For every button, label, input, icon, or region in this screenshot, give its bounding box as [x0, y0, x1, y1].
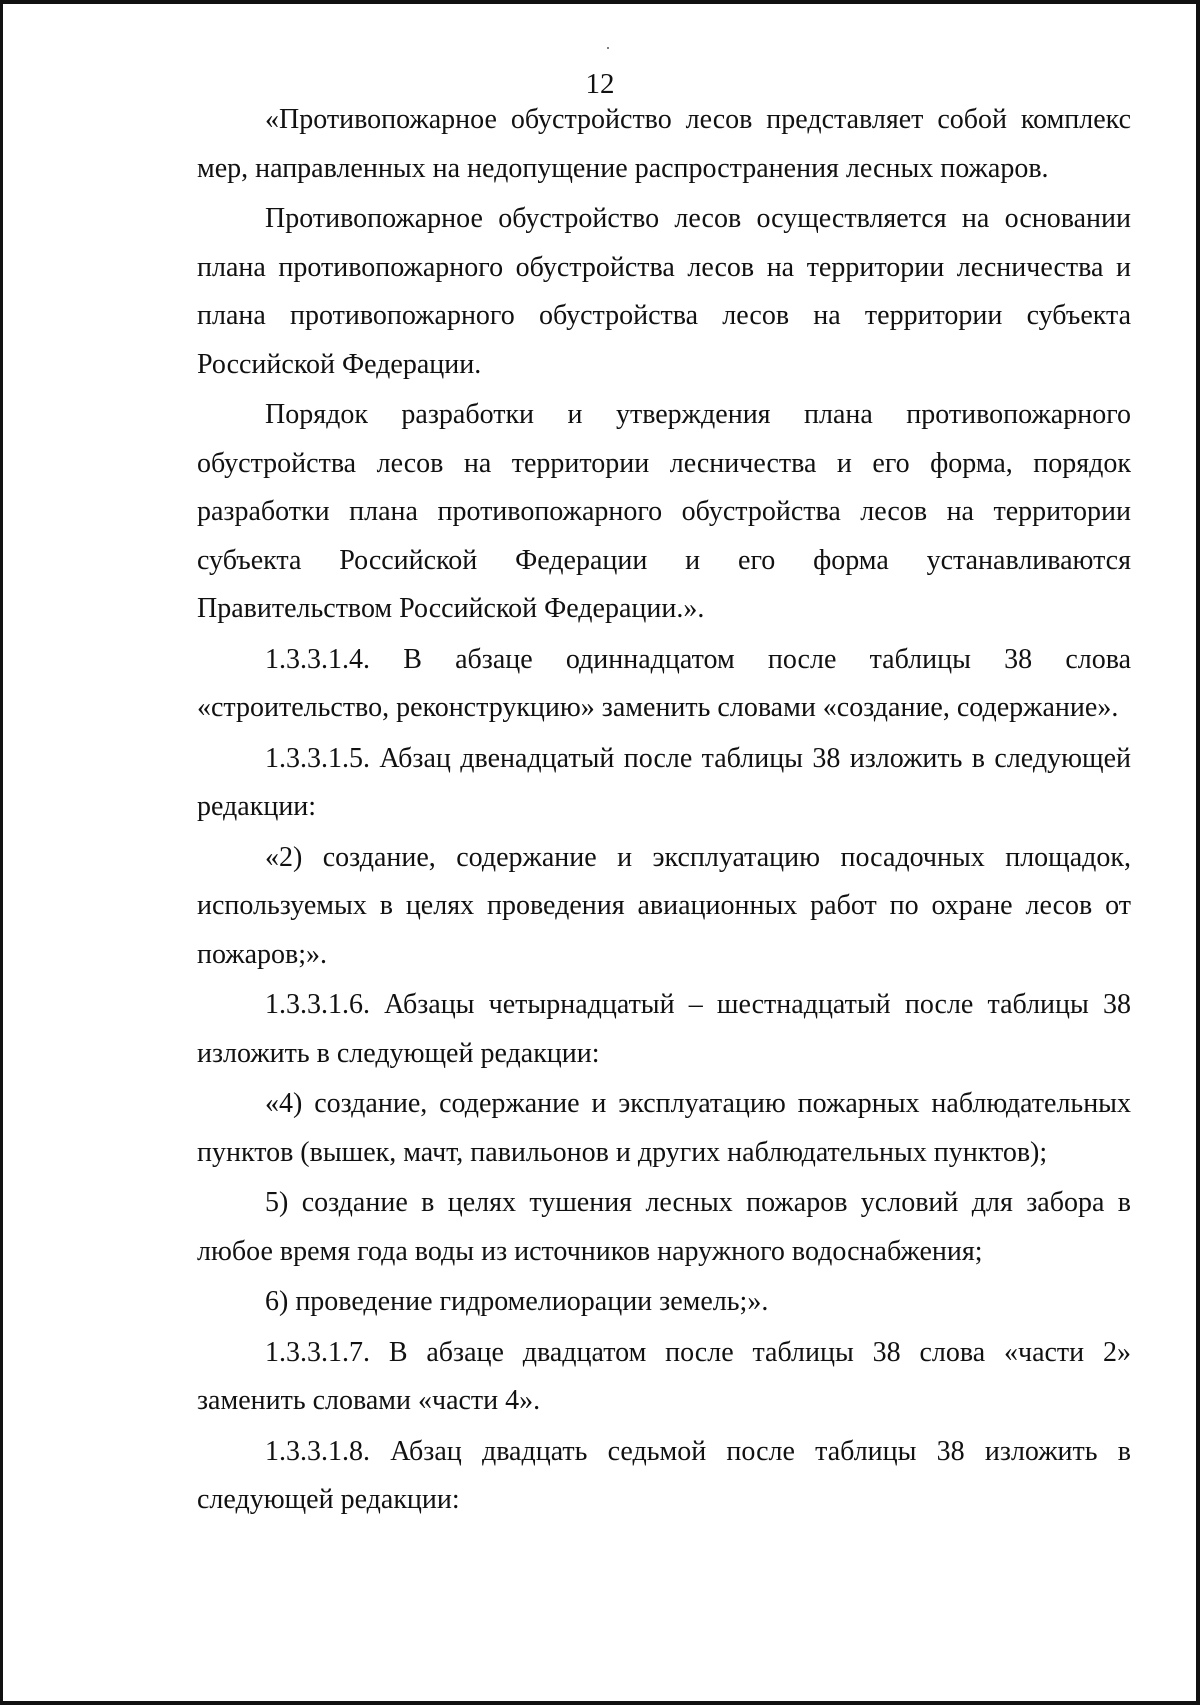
document-body	[197, 96, 1131, 1525]
paragraph-quoted-item-4: «4) создание, содержание и эксплуатацию пожарных наблюдательных пунктов (вышек, мачт, павильонов и других наблюдательных пунктов);	[197, 1088, 1131, 1168]
paragraph-quoted-item-5: 5) создание в целях тушения лесных пожаров условий для забора в любое время года воды из источников наружного водоснабжения;	[197, 1187, 1131, 1267]
paragraph-item-1-3-3-1-4: 1.3.3.1.4. В абзаце одиннадцатом после таблицы 38 слова «строительство, реконструкцию» заменить словами «создание, содержание».	[197, 643, 1131, 723]
paragraph-quoted-item-2: «2) создание, содержание и эксплуатацию посадочных площадок, используемых в целях проведения авиационных работ по охране лесов от пожаров;».	[197, 841, 1131, 970]
page-number: 12	[585, 68, 615, 100]
paragraph-item-1-3-3-1-5: 1.3.3.1.5. Абзац двенадцатый после таблицы 38 изложить в следующей редакции:	[197, 742, 1131, 822]
paragraph-fire-arrangement-definition: «Противопожарное обустройство лесов представляет собой комплекс мер, направленных на недопущение распространения лесных пожаров.	[197, 104, 1131, 184]
paragraph-plan-procedure: Порядок разработки и утверждения плана противопожарного обустройства лесов на территории лесничества и его форма, порядок разработки плана противопожарного обустройства лесов на территории субъекта Российской Федерации и его форма устанавливаются Правительством Российской Федерации.».	[197, 399, 1131, 624]
paragraph-item-1-3-3-1-8: 1.3.3.1.8. Абзац двадцать седьмой после таблицы 38 изложить в следующей редакции:	[197, 1435, 1131, 1515]
paragraph-quoted-item-6: 6) проведение гидромелиорации земель;».	[265, 1286, 769, 1317]
paragraph-fire-arrangement-basis: Противопожарное обустройство лесов осуществляется на основании плана противопожарного обустройства лесов на территории лесничества и плана противопожарного обустройства лесов на территории субъекта Российской Федерации.	[197, 203, 1131, 380]
scan-speck	[607, 47, 609, 49]
paragraph-item-1-3-3-1-7: 1.3.3.1.7. В абзаце двадцатом после таблицы 38 слова «части 2» заменить словами «части 4».	[197, 1336, 1131, 1416]
scan-edge-right	[1196, 0, 1200, 1705]
paragraph-item-1-3-3-1-6: 1.3.3.1.6. Абзацы четырнадцатый – шестнадцатый после таблицы 38 изложить в следующей редакции:	[197, 989, 1131, 1069]
